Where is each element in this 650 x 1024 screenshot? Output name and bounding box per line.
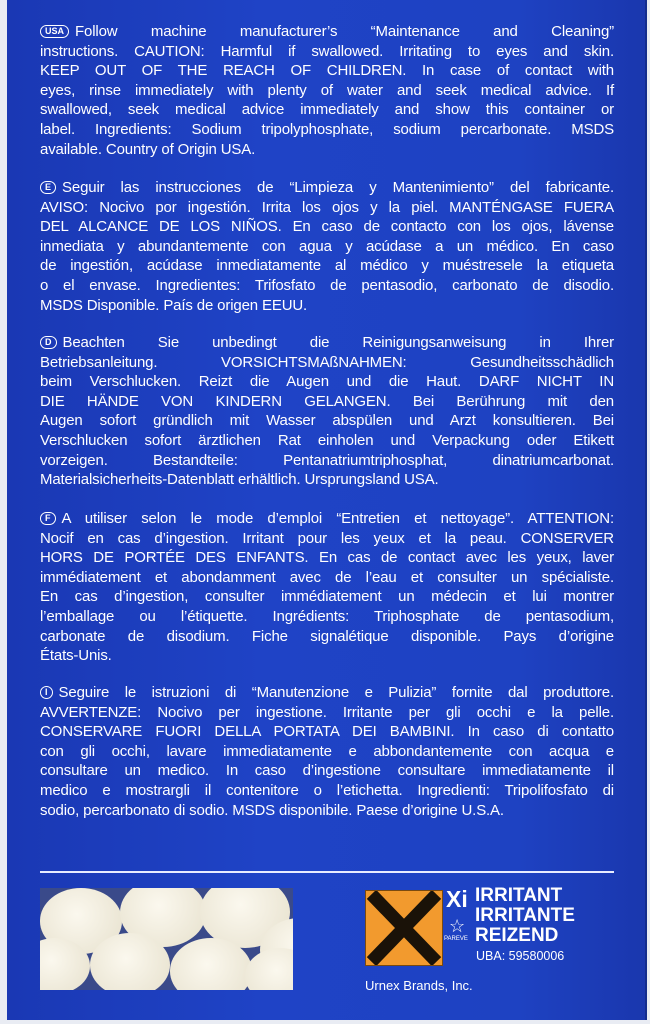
language-badge: E xyxy=(40,181,56,194)
text-line: DEL ALCANCE DE LOS NIÑOS. En caso de contacto con los ojos, lávense xyxy=(40,218,614,236)
text-line: con gli occhi, lavare immediatamente e abbondantemente con acqua e xyxy=(40,742,614,760)
text-line: inmediata y abundantemente con agua y acúdase a un médico. En caso xyxy=(40,237,614,255)
kosher-star-icon: ☆ xyxy=(449,916,466,936)
text-line: vorzeigen. Bestandteile: Pentanatriumtriphosphat, dinatriumcarbonat. xyxy=(40,451,614,469)
uba-number: UBA: 59580006 xyxy=(476,949,565,963)
brand-name: Urnex Brands, Inc. xyxy=(365,978,473,993)
text-line: available. Country of Origin USA. xyxy=(40,140,256,158)
text-line: Materialsicherheits-Datenblatt erhältlich. Ursprungsland USA. xyxy=(40,471,439,489)
text-line: Follow machine manufacturer’s “Maintenance and Cleaning” xyxy=(75,23,614,40)
language-badge: D xyxy=(40,336,57,349)
text-line: beim Verschlucken. Reizt die Augen und die Haut. DARF NICHT IN xyxy=(40,373,614,391)
hazard-labels xyxy=(475,886,575,946)
text-line: CONSERVARE FUORI DELLA PORTATA DEI BAMBINI. In caso di contatto xyxy=(40,723,614,741)
text-line: swallowed, seek medical advice immediately and show this container or xyxy=(40,101,614,119)
text-line: Nocif en cas d’ingestion. Irritant pour les yeux et la peau. CONSERVER xyxy=(40,529,614,547)
section-d xyxy=(40,333,614,490)
language-badge: I xyxy=(40,686,53,699)
text-line: KEEP OUT OF THE REACH OF CHILDREN. In case of contact with xyxy=(40,62,614,80)
section-i xyxy=(40,683,614,820)
text-line: Verschlucken sofort ärztlichen Rat einholen und Verpackung oder Etikett xyxy=(40,431,614,449)
section-usa xyxy=(40,22,614,159)
kosher-label: PAREVE xyxy=(444,936,468,942)
section-e xyxy=(40,178,614,315)
text-line: A utiliser selon le mode d’emploi “Entretien et nettoyage”. ATTENTION: xyxy=(61,510,614,527)
text-line: medico e mostrargli il contenitore o l’etichetta. Ingredienti: Tripolifosfato di xyxy=(40,781,614,799)
text-line: Seguire le istruzioni di “Manutenzione e Pulizia” fornite dal produttore. xyxy=(58,684,614,701)
text-line: Augen sofort gründlich mit Wasser abspülen und Arzt konsultieren. Bei xyxy=(40,412,614,430)
tablet xyxy=(245,948,293,990)
text-line: DIE HÄNDE VON KINDERN GELANGEN. Bei Berührung mit den xyxy=(40,392,614,410)
section-f xyxy=(40,509,614,666)
text-line: AVVERTENZE: Nocivo per ingestione. Irritante per gli occhi e la pelle. xyxy=(40,703,614,721)
text-line: eyes, rinse immediately with plenty of water and seek medical advice. If xyxy=(40,81,614,99)
text-line: AVISO: Nocivo por ingestión. Irrita los ojos y la piel. MANTÉNGASE FUERA xyxy=(40,198,614,216)
divider xyxy=(40,871,614,873)
text-line: Betriebsanleitung. VORSICHTSMAßNAHMEN: Gesundheitsschädlich xyxy=(40,353,614,371)
text-line: Seguir las instrucciones de “Limpieza y Mantenimiento” del fabricante. xyxy=(62,179,614,196)
tablet xyxy=(90,933,170,990)
text-line: sodio, percarbonato di sodio. MSDS disponibile. Paese d’origine U.S.A. xyxy=(40,801,504,819)
text-line: Beachten Sie unbedingt die Reinigungsanweisung in Ihrer xyxy=(62,334,614,351)
hazard-label-en: IRRITANT xyxy=(475,885,563,906)
hazard-code: Xi xyxy=(446,886,468,912)
tablets-photo xyxy=(40,888,293,990)
text-line: l’emballage ou l’étiquette. Ingrédients: Triphosphate de pentasodium, xyxy=(40,607,614,625)
irritant-hazard-icon xyxy=(365,890,443,966)
text-line: carbonate de disodium. Fiche signalétique disponible. Pays d’origine xyxy=(40,627,614,645)
text-line: de ingestión, acúdase inmediatamente al médico y muéstresele la etiqueta xyxy=(40,257,614,275)
text-line: consultare un medico. In caso d’ingestione consultare immediatamente il xyxy=(40,762,614,780)
text-line: HORS DE PORTÉE DES ENFANTS. En cas de contact avec les yeux, laver xyxy=(40,549,614,567)
text-line: immédiatement et abondamment avec de l’eau et consulter un spécialiste. xyxy=(40,568,614,586)
hazard-label-fr: IRRITANTE xyxy=(475,905,575,926)
language-badge: USA xyxy=(40,25,69,38)
text-line: États-Unis. xyxy=(40,647,112,665)
language-badge: F xyxy=(40,512,56,525)
text-line: o el envase. Ingredientes: Trifosfato de pentasodio, carbonato de disodio. xyxy=(40,276,614,294)
hazard-label-de: REIZEND xyxy=(475,925,559,946)
text-line: label. Ingredients: Sodium tripolyphosphate, sodium percarbonate. MSDS xyxy=(40,120,614,138)
text-line: instructions. CAUTION: Harmful if swallowed. Irritating to eyes and skin. xyxy=(40,42,614,60)
text-line: MSDS Disponible. País de origen EEUU. xyxy=(40,296,308,314)
text-line: En cas d’ingestion, consulter immédiatement un médecin et lui montrer xyxy=(40,588,614,606)
